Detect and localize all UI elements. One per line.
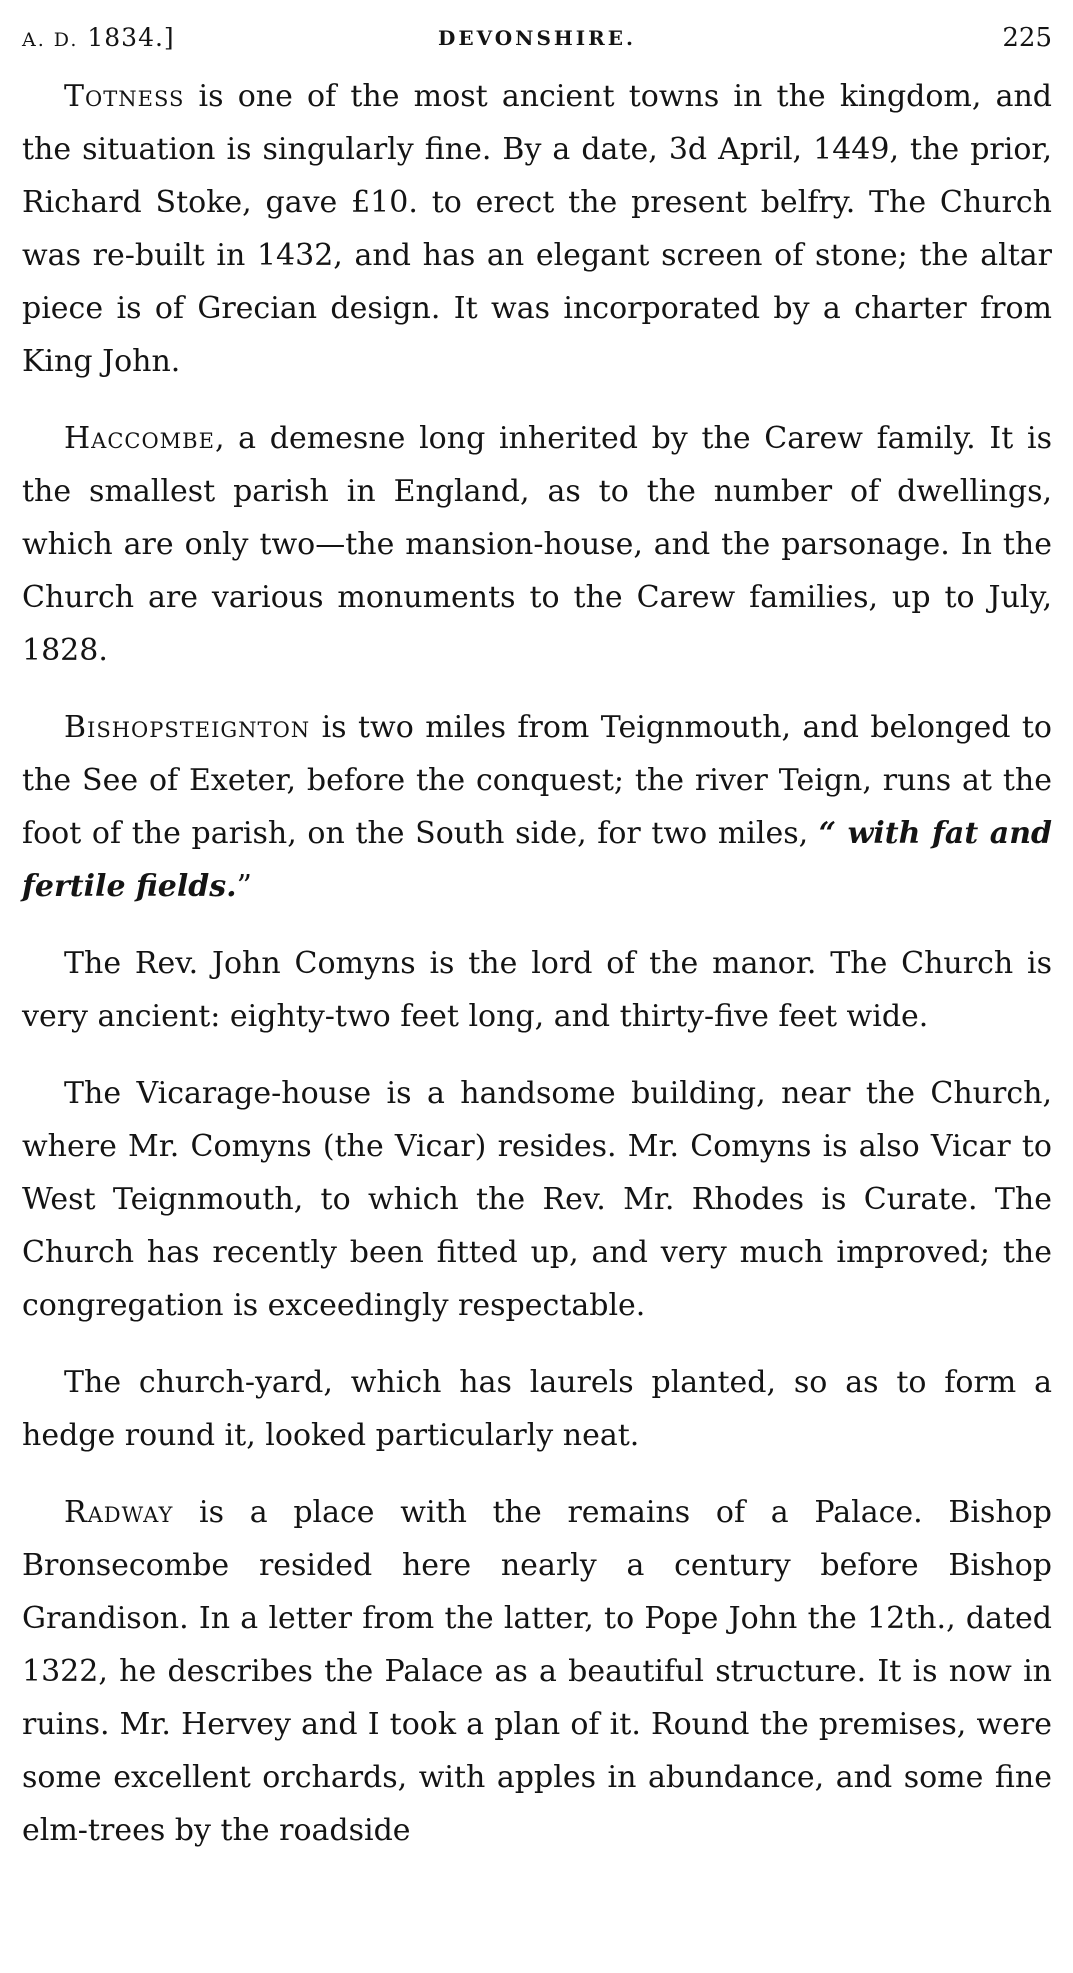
paragraph-lead: Bishopsteignton: [64, 710, 311, 745]
page-number: 225: [1002, 23, 1052, 53]
paragraph-vicarage: [22, 1067, 1052, 1332]
paragraph-lord-of-manor: [22, 937, 1052, 1043]
paragraph-church-yard: [22, 1356, 1052, 1462]
header-title: DEVONSHIRE.: [438, 26, 636, 50]
book-page: [22, 18, 1052, 1958]
paragraph-text: is one of the most ancient towns in the kingdom, and the situation is singularly fine. By a date, 3d April, 1449, the prior, Richard Stoke, gave £10. to erect the present belfry. The Church was re-built in 1432, and has an elegant screen of stone; the altar piece is of Grecian design. It was incorporated by a charter from King John.: [22, 79, 1052, 379]
paragraph-lead: Radway: [64, 1495, 174, 1530]
paragraph-bishopsteignton: [22, 701, 1052, 913]
paragraph-haccombe: [22, 412, 1052, 677]
paragraph-quote-close: ”: [236, 869, 252, 904]
paragraph-text: The Vicarage-house is a handsome building, near the Church, where Mr. Comyns (the Vicar) resides. Mr. Comyns is also Vicar to West Teignmouth, to which the Rev. Mr. Rhodes is Curate. The Church has recently been fitted up, and very much improved; the congregation is exceedingly respectable.: [22, 1076, 1052, 1323]
paragraph-text: is a place with the remains of a Palace. Bishop Bronsecombe resided here nearly a century before Bishop Grandison. In a letter from the latter, to Pope John the 12th., dated 1322, he describes the Palace as a beautiful structure. It is now in ruins. Mr. Hervey and I took a plan of it. Round the premises, were some excellent orchards, with apples in abundance, and some fine elm-trees by the roadside: [22, 1495, 1052, 1848]
header-date-prefix: A. D.: [22, 29, 79, 51]
paragraph-lead: Haccombe: [64, 421, 215, 456]
paragraph-quote: “ with fat and fertile fields.: [22, 816, 1052, 904]
paragraph-radway: [22, 1486, 1052, 1857]
paragraph-text: The Rev. John Comyns is the lord of the manor. The Church is very ancient: eighty-two feet long, and thirty-five feet wide.: [22, 946, 1052, 1034]
running-head: [22, 18, 1052, 58]
paragraph-lead: Totness: [64, 79, 185, 114]
paragraph-text: The church-yard, which has laurels planted, so as to form a hedge round it, looked particularly neat.: [22, 1365, 1052, 1453]
paragraph-totness: [22, 70, 1052, 388]
paragraph-text: is two miles from Teignmouth, and belonged to the See of Exeter, before the conquest; the river Teign, runs at the foot of the parish, on the South side, for two miles,: [22, 710, 1052, 851]
paragraph-text: , a demesne long inherited by the Carew family. It is the smallest parish in England, as to the number of dwellings, which are only two—the mansion-house, and the parsonage. In the Church are various monuments to the Carew families, up to July, 1828.: [22, 421, 1052, 668]
header-date-year: 1834.]: [87, 23, 175, 52]
